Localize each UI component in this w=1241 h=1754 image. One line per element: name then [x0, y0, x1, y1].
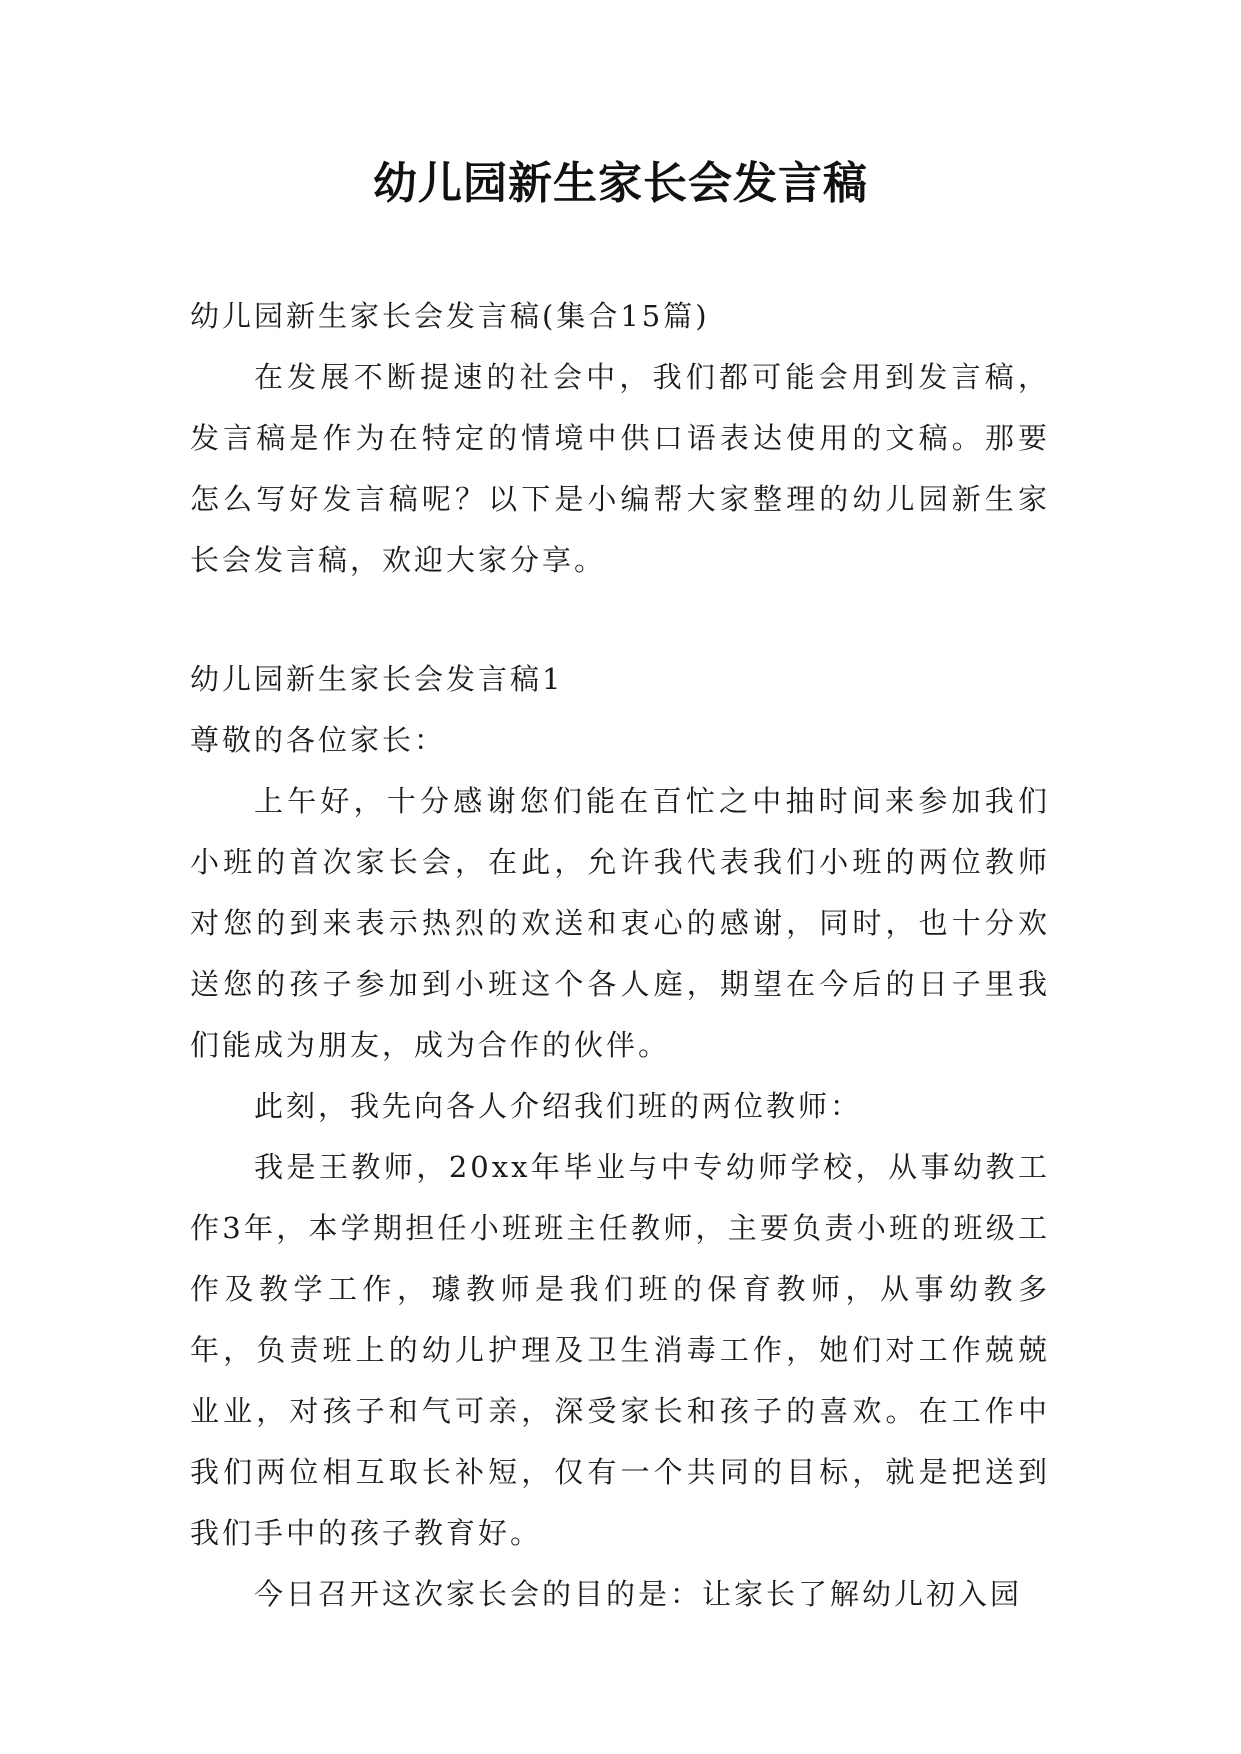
body-paragraph-3: 我是王教师，20xx年毕业与中专幼师学校，从事幼教工作3年，本学期担任小班班主任教师，主要负责小班的班级工作及教学工作，璩教师是我们班的保育教师，从事幼教多年，负责班上的幼儿护理及卫生消毒工作，她们对工作兢兢业业，对孩子和气可亲，深受家长和孩子的喜欢。在工作中我们两位相互取长补短，仅有一个共同的目标，就是把送到我们手中的孩子教育好。 — [190, 1150, 1050, 1550]
document-subtitle: 幼儿园新生家长会发言稿(集合15篇) — [190, 299, 710, 333]
section-heading: 幼儿园新生家长会发言稿1 — [190, 662, 564, 696]
document-title: 幼儿园新生家长会发言稿 — [373, 158, 868, 209]
salutation: 尊敬的各位家长： — [190, 723, 447, 757]
intro-paragraph: 在发展不断提速的社会中，我们都可能会用到发言稿，发言稿是作为在特定的情境中供口语表达使用的文稿。那要怎么写好发言稿呢？以下是小编帮大家整理的幼儿园新生家长会发言稿，欢迎大家分享。 — [190, 360, 1050, 577]
body-paragraph-2: 此刻，我先向各人介绍我们班的两位教师： — [254, 1089, 863, 1123]
body-paragraph-4: 今日召开这次家长会的目的是：让家长了解幼儿初入园 — [254, 1577, 1023, 1611]
body-paragraph-1: 上午好，十分感谢您们能在百忙之中抽时间来参加我们小班的首次家长会，在此，允许我代表我们小班的两位教师对您的到来表示热烈的欢送和衷心的感谢，同时，也十分欢送您的孩子参加到小班这个各人庭，期望在今后的日子里我们能成为朋友，成为合作的伙伴。 — [190, 784, 1050, 1062]
paragraph-gap — [190, 591, 1050, 649]
document-body — [190, 286, 1050, 1625]
